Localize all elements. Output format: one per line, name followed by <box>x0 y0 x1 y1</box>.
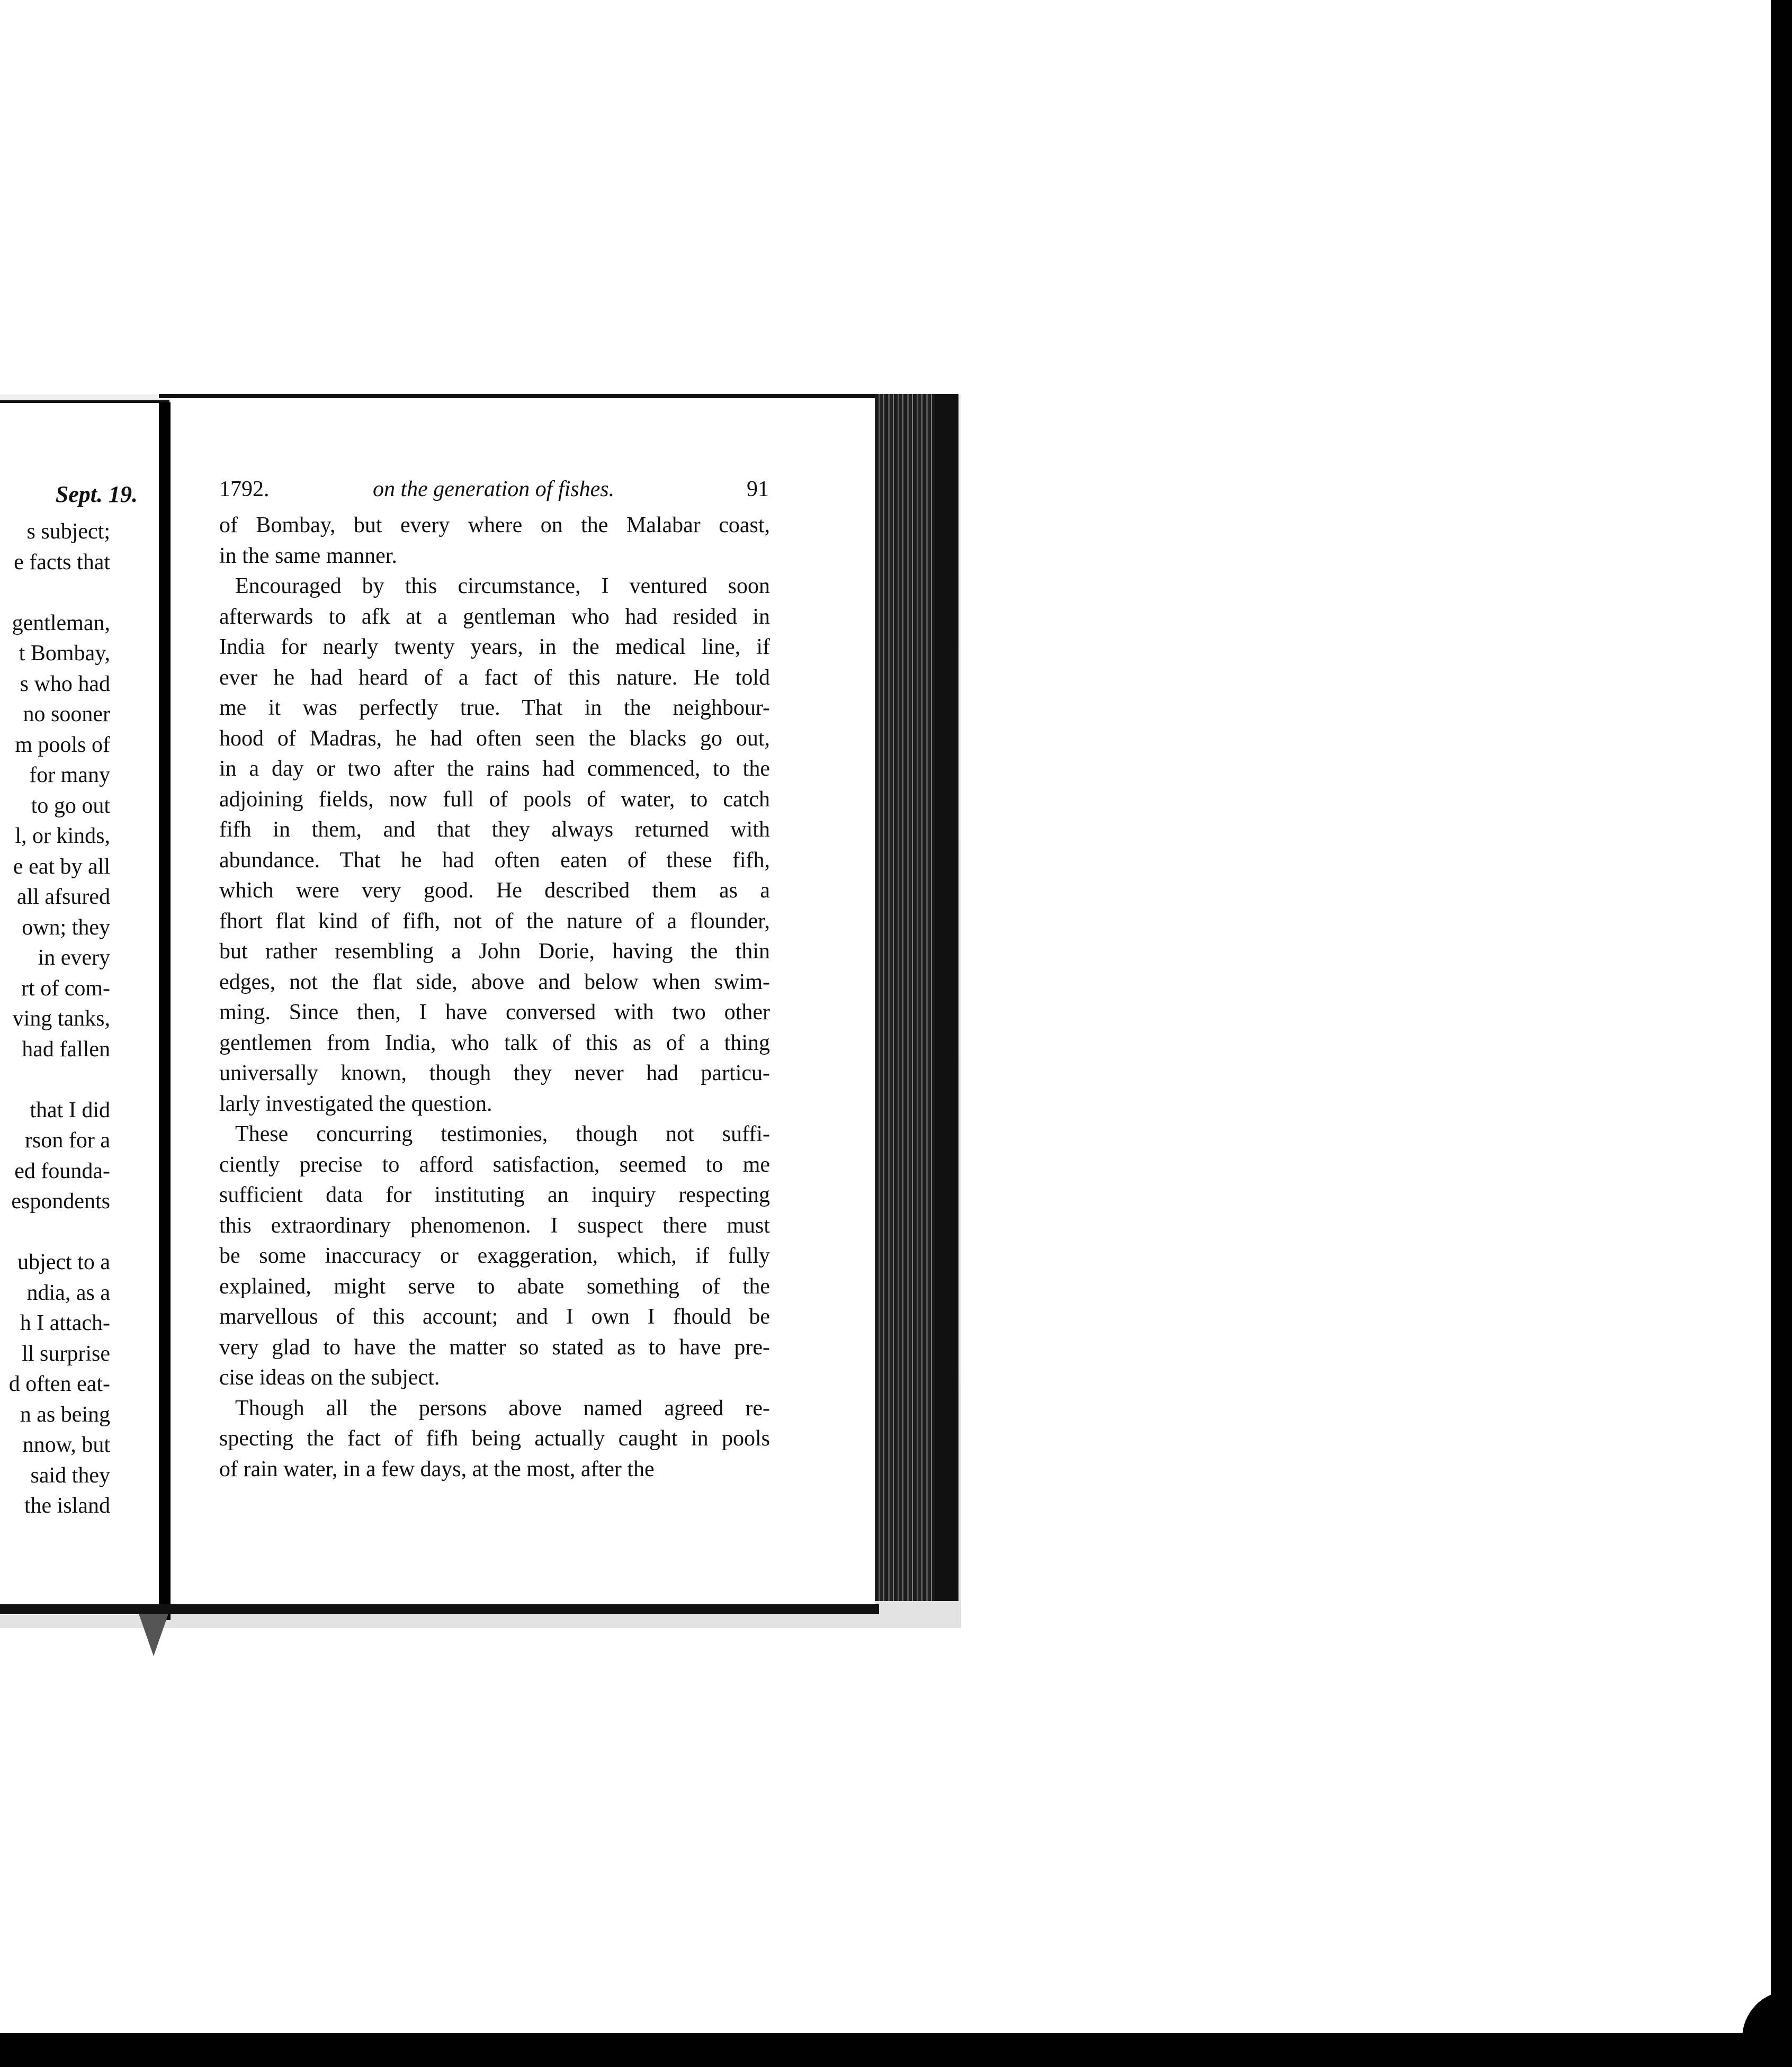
body-text-line: of Bombay, but every where on the Malabar coast, <box>219 513 770 537</box>
left-page-line: gentleman, <box>12 610 110 635</box>
body-text-line: cise ideas on the subject. <box>219 1365 440 1390</box>
body-text-line: ming. Since then, I have conversed with two other <box>219 1000 770 1024</box>
body-text-line: but rather resembling a John Dorie, having the thin <box>219 939 770 964</box>
body-text-line: afterwards to afk at a gentleman who had resided in <box>219 604 770 629</box>
body-text-line: me it was perfectly true. That in the neighbour- <box>219 696 770 720</box>
left-page-line: n as being <box>20 1402 110 1427</box>
running-head-title: on the generation of fishes. <box>373 477 615 501</box>
cover-edge <box>935 394 958 1601</box>
body-text-line: specting the fact of fifh being actually caught in pools <box>219 1426 770 1451</box>
body-text-line: very glad to have the matter so stated as to have pre- <box>219 1335 770 1360</box>
body-text-line: fhort flat kind of fifh, not of the nature of a flounder, <box>219 909 770 933</box>
ribbon-marker <box>139 1614 168 1656</box>
left-page-line: d often eat- <box>8 1372 110 1396</box>
left-page-line: espondents <box>11 1189 110 1214</box>
scan-border-right <box>1771 0 1792 2067</box>
body-text-line: hood of Madras, he had often seen the blacks go out, <box>219 726 770 751</box>
left-page <box>0 402 159 1615</box>
left-page-header: Sept. 19. <box>55 481 138 507</box>
left-page-line: own; they <box>22 915 110 940</box>
left-page-line: ving tanks, <box>12 1006 110 1031</box>
left-page-line: rt of com- <box>21 976 110 1001</box>
body-text-line: in a day or two after the rains had commenced, to the <box>219 757 770 781</box>
left-page-line: l, or kinds, <box>15 824 110 848</box>
body-text-line: this extraordinary phenomenon. I suspect there must <box>219 1213 770 1238</box>
body-text-line: in the same manner. <box>219 543 397 568</box>
body-text-line: marvellous of this account; and I own I fhould be <box>219 1305 770 1329</box>
left-page-line: e eat by all <box>13 854 110 879</box>
left-page-line: m pools of <box>15 732 110 757</box>
body-text-line: be some inaccuracy or exaggeration, which, if fully <box>219 1244 770 1268</box>
running-head-year: 1792. <box>219 477 270 501</box>
body-text-line: sufficient data for instituting an inquiry respecting <box>219 1183 770 1207</box>
left-page-line: in every <box>38 946 110 970</box>
right-page-text <box>219 0 770 2067</box>
page-number: 91 <box>747 477 769 501</box>
left-page-line: ndia, as a <box>26 1280 110 1305</box>
left-page-line: no sooner <box>23 702 110 726</box>
left-page-line: t Bombay, <box>19 641 110 666</box>
scan-border-bottom <box>0 2033 1792 2067</box>
body-text-line: of rain water, in a few days, at the most, after the <box>219 1457 655 1481</box>
body-text-line: edges, not the flat side, above and below when swim- <box>219 969 770 994</box>
body-text-line: India for nearly twenty years, in the medical line, if <box>219 635 770 659</box>
left-page-line: that I did <box>30 1098 110 1122</box>
body-text-line: fifh in them, and that they always returned with <box>219 817 770 842</box>
left-page-line: ed founda- <box>14 1158 110 1183</box>
left-page-line: had fallen <box>22 1037 110 1062</box>
scan-border-corner <box>1742 1991 1792 2067</box>
left-page-top-edge <box>0 400 169 403</box>
left-page-line: s subject; <box>26 519 110 544</box>
body-text-line: ciently precise to afford satisfaction, seemed to me <box>219 1152 770 1177</box>
left-page-line: ubject to a <box>17 1250 110 1274</box>
body-text-line: gentlemen from India, who talk of this as of a thing <box>219 1030 770 1055</box>
left-page-line: e facts that <box>14 550 110 574</box>
body-text-line: ever he had heard of a fact of this nature. He told <box>219 665 770 690</box>
left-page-line: to go out <box>31 793 110 818</box>
body-text-line: Encouraged by this circumstance, I ventured soon <box>235 574 770 598</box>
book-gutter <box>159 402 171 1620</box>
body-text-line: which were very good. He described them as a <box>219 878 770 903</box>
left-page-line: ll surprise <box>22 1341 110 1366</box>
body-text-line: larly investigated the question. <box>219 1091 492 1116</box>
left-page-line: said they <box>30 1463 110 1488</box>
left-page-line: for many <box>29 763 110 787</box>
left-page-line: the island <box>24 1494 110 1518</box>
body-text-line: abundance. That he had often eaten of these fifh, <box>219 848 770 873</box>
body-text-line: universally known, though they never had particu- <box>219 1061 770 1085</box>
left-page-line: all afsured <box>16 885 110 909</box>
body-text-line: These concurring testimonies, though not suffi- <box>235 1122 770 1146</box>
left-page-line: s who had <box>20 671 110 696</box>
body-text-line: explained, might serve to abate something of the <box>219 1274 770 1299</box>
body-text-line: Though all the persons above named agreed re- <box>235 1396 770 1421</box>
left-page-line: h I attach- <box>20 1311 110 1335</box>
body-text-line: adjoining fields, now full of pools of water, to catch <box>219 787 770 812</box>
left-page-line: nnow, but <box>22 1433 110 1457</box>
left-page-line: rson for a <box>25 1128 110 1153</box>
